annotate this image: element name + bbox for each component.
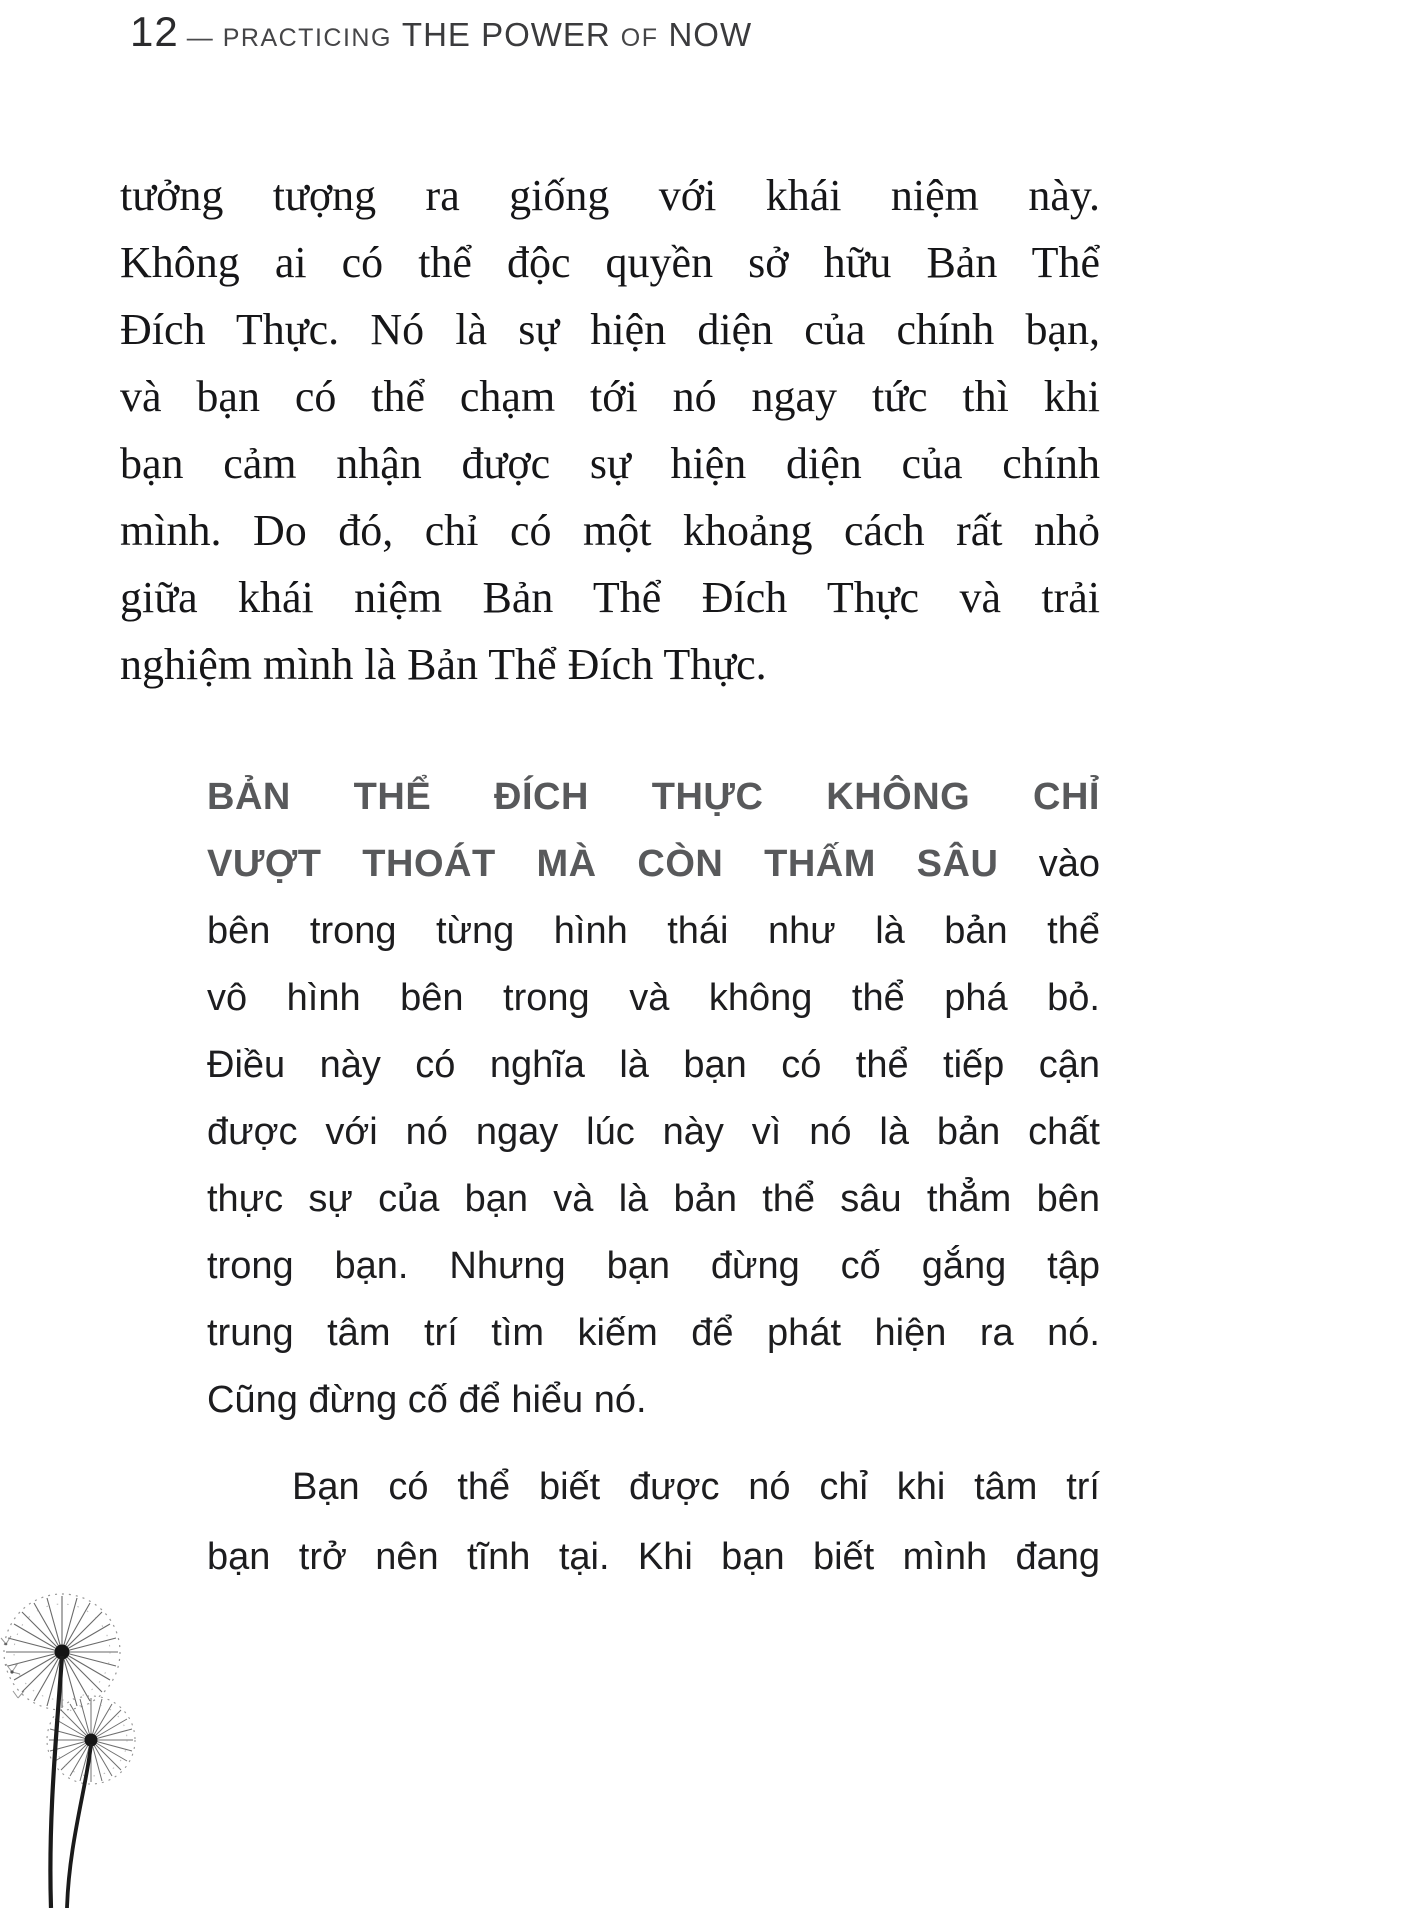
quote-heading-text: VƯỢT THOÁT MÀ CÒN THẤM SÂU	[207, 843, 999, 885]
text-line: trung tâm trí tìm kiếm để phát hiện ra nó.	[207, 1312, 1100, 1354]
text-line: bạn cảm nhận được sự hiện diện của chính	[120, 439, 1100, 488]
text-line: được với nó ngay lúc này vì nó là bản chất	[207, 1111, 1100, 1153]
text-line: Điều này có nghĩa là bạn có thể tiếp cận	[207, 1044, 1100, 1086]
running-title-word: NOW	[668, 16, 753, 53]
page-number: 12	[130, 8, 179, 55]
text-line: vô hình bên trong và không thể phá bỏ.	[207, 977, 1100, 1019]
quote-block	[207, 764, 1100, 1434]
quote-body-text: vào	[1038, 843, 1101, 885]
text-line: thực sự của bạn và là bản thể sâu thẳm bên	[207, 1178, 1100, 1220]
text-line: bạn trở nên tĩnh tại. Khi bạn biết mình đang	[207, 1536, 1100, 1578]
paragraph-intro	[120, 162, 1100, 698]
quote-heading-line	[207, 831, 1100, 898]
text-line: giữa khái niệm Bản Thể Đích Thực và trải	[120, 573, 1100, 622]
text-line: và bạn có thể chạm tới nó ngay tức thì khi	[120, 372, 1100, 421]
quote-heading-line	[207, 764, 1100, 831]
running-title-word: OF	[620, 24, 659, 52]
text-line: mình. Do đó, chỉ có một khoảng cách rất nhỏ	[120, 506, 1100, 555]
text-line: tưởng tượng ra giống với khái niệm này.	[120, 171, 1100, 220]
text-line: Không ai có thể độc quyền sở hữu Bản Thể	[120, 238, 1100, 287]
text-line: trong bạn. Nhưng bạn đừng cố gắng tập	[207, 1245, 1100, 1287]
running-title-word: PRACTICING	[222, 24, 392, 52]
text-line: Bạn có thể biết được nó chỉ khi tâm trí	[292, 1466, 1100, 1508]
dandelion-illustration	[0, 1580, 220, 1908]
header-separator: —	[186, 22, 213, 52]
text-line: Cũng đừng cố để hiểu nó.	[207, 1379, 647, 1421]
text-line: bên trong từng hình thái như là bản thể	[207, 910, 1100, 952]
text-line: Đích Thực. Nó là sự hiện diện của chính bạn,	[120, 305, 1100, 354]
text-line: nghiệm mình là Bản Thể Đích Thực.	[120, 640, 767, 689]
running-title-word: THE POWER	[401, 16, 611, 53]
running-header	[130, 8, 762, 56]
quote-heading-text: BẢN THỂ ĐÍCH THỰC KHÔNG CHỈ	[207, 776, 1100, 818]
paragraph-closing	[207, 1452, 1100, 1592]
